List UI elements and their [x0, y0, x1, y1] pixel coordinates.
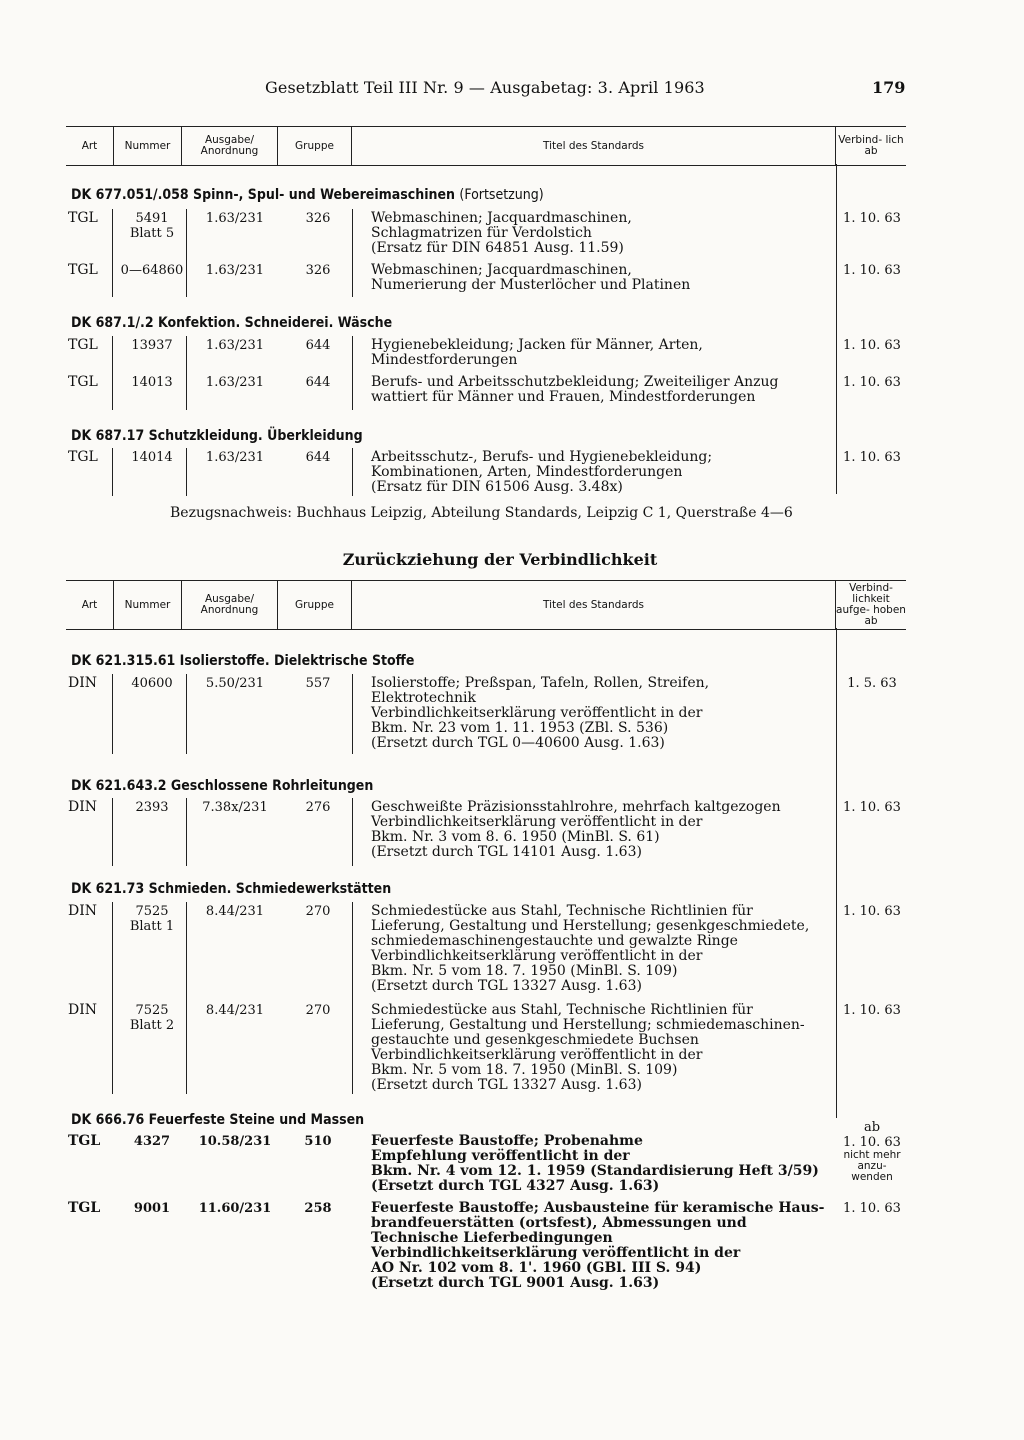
col-art: Art: [66, 127, 114, 165]
section-title: DK 621.315.61 Isolierstoffe. Dielektrische Stoffe: [71, 653, 415, 669]
table-header-2: [66, 580, 906, 630]
table-row: TGL 14013 1.63/231 644 Berufs- und Arbeitsschutzbekleidung; Zweiteiliger Anzug wattiert für Männer und Frauen, Mindestforderungen 1. 10. 63: [68, 374, 901, 405]
section-title: DK 621.643.2 Geschlossene Rohrleitungen: [71, 778, 374, 794]
table-row: TGL 4327 10.58/231 510 Feuerfeste Baustoffe; Probenahme Empfehlung veröffentlicht in der Bkm. Nr. 4 vom 12. 1. 1959 (Standardisierung Heft 3/59) (Ersetzt durch TGL 4327 Ausg. 1.63) ab 1. 10. 63 nicht mehr anzu- wenden: [68, 1120, 901, 1194]
section-title: DK 687.17 Schutzkleidung. Überkleidung: [71, 428, 363, 444]
table-row: TGL 0—64860 1.63/231 326 Webmaschinen; Jacquardmaschinen, Numerierung der Musterlöcher und Platinen 1. 10. 63: [68, 262, 901, 293]
col-ausgabe: Ausgabe/ Anordnung: [182, 581, 278, 629]
section-title: DK 621.73 Schmieden. Schmiedewerkstätten: [71, 881, 392, 897]
page-header: Gesetzblatt Teil III Nr. 9 — Ausgabetag: 3. April 1963: [265, 78, 705, 97]
section-heading: Zurückziehung der Verbindlichkeit: [342, 550, 658, 569]
table-header-1: [66, 126, 906, 166]
col-verbindlich: Verbind- lich ab: [838, 134, 904, 157]
table-row: TGL 14014 1.63/231 644 Arbeitsschutz-, Berufs- und Hygienebekleidung; Kombinationen, Arten, Mindestforderungen (Ersatz für DIN 61506 Ausg. 3.48x) 1. 10. 63: [68, 449, 901, 495]
table-row: DIN 2393 7.38x/231 276 Geschweißte Präzisionsstahlrohre, mehrfach kaltgezogen Verbindlichkeitserklärung veröffentlicht in der Bkm. Nr. 3 vom 8. 6. 1950 (MinBl. S. 61) (Ersetzt durch TGL 14101 Ausg. 1.63) 1. 10. 63: [68, 799, 901, 860]
col-gruppe: Gruppe: [278, 581, 352, 629]
page-number: 179: [872, 78, 906, 97]
col-art: Art: [66, 581, 114, 629]
section-title: DK 687.1/.2 Konfektion. Schneiderei. Wäsche: [71, 315, 393, 331]
table-row: DIN 7525 Blatt 2 8.44/231 270 Schmiedestücke aus Stahl, Technische Richtlinien für Lieferung, Gestaltung und Herstellung; schmiedemaschinen- gestauchte und gesenkgeschmiedete Buchsen Verbindlichkeitserklärung veröffentlicht in der Bkm. Nr. 5 vom 18. 7. 1950 (MinBl. S. 109) (Ersetzt durch TGL 13327 Ausg. 1.63) 1. 10. 63: [68, 1002, 901, 1093]
table-row: TGL 13937 1.63/231 644 Hygienebekleidung; Jacken für Männer, Arten, Mindestforderungen 1. 10. 63: [68, 337, 901, 368]
bezugsnachweis: Bezugsnachweis: Buchhaus Leipzig, Abteilung Standards, Leipzig C 1, Querstraße 4—6: [170, 505, 793, 521]
table-row: DIN 7525 Blatt 1 8.44/231 270 Schmiedestücke aus Stahl, Technische Richtlinien für Lieferung, Gestaltung und Herstellung; gesenkgeschmiedete, schmiedemaschinengestauchte und gewalzte Ringe Verbindlichkeitserklärung veröffentlicht in der Bkm. Nr. 5 vom 18. 7. 1950 (MinBl. S. 109) (Ersetzt durch TGL 13327 Ausg. 1.63) 1. 10. 63: [68, 903, 901, 994]
col-titel: Titel des Standards: [352, 127, 836, 165]
table-row: DIN 40600 5.50/231 557 Isolierstoffe; Preßspan, Tafeln, Rollen, Streifen, Elektrotechnik Verbindlichkeitserklärung veröffentlicht in der Bkm. Nr. 23 vom 1. 11. 1953 (ZBl. S. 536) (Ersetzt durch TGL 0—40600 Ausg. 1.63) 1. 5. 63: [68, 675, 897, 751]
col-nummer: Nummer: [114, 581, 182, 629]
table-row: TGL 9001 11.60/231 258 Feuerfeste Baustoffe; Ausbausteine für keramische Haus- brandfeuerstätten (ortsfest), Abmessungen und Technische Lieferbedingungen Verbindlichkeitserklärung veröffentlicht in der AO Nr. 102 vom 8. 1'. 1960 (GBl. III S. 94) (Ersetzt durch TGL 9001 Ausg. 1.63) 1. 10. 63: [68, 1200, 901, 1291]
col-ausgabe: Ausgabe/ Anordnung: [182, 127, 278, 165]
col-verbindlichkeit-aufgehoben: Verbind- lichkeit aufge- hoben ab: [836, 582, 906, 627]
section-title: DK 666.76 Feuerfeste Steine und Massen: [71, 1112, 365, 1128]
col-gruppe: Gruppe: [278, 127, 352, 165]
col-titel: Titel des Standards: [352, 581, 836, 629]
table-row: TGL 5491 Blatt 5 1.63/231 326 Webmaschinen; Jacquardmaschinen, Schlagmatrizen für Verdolstich (Ersatz für DIN 64851 Ausg. 11.59) 1. 10. 63: [68, 210, 901, 256]
col-nummer: Nummer: [114, 127, 182, 165]
section-title: DK 677.051/.058 Spinn-, Spul- und Webereimaschinen (Fortsetzung): [71, 187, 544, 203]
